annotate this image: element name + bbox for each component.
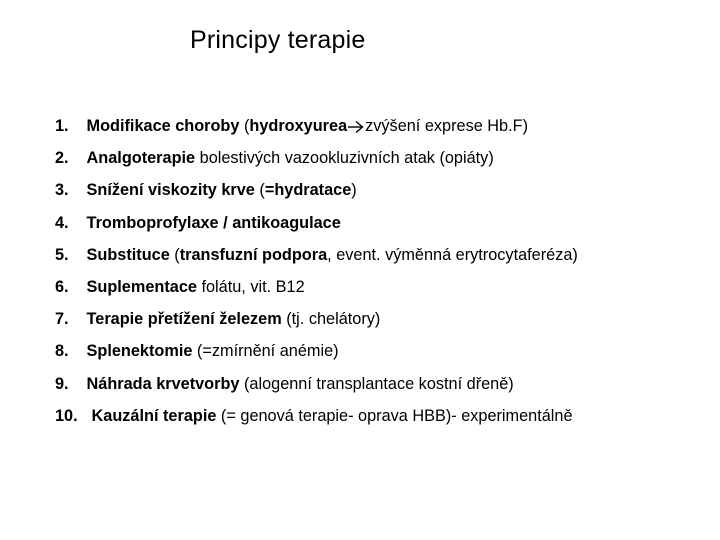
- item-number: 2.: [55, 149, 69, 168]
- list-item: [55, 277, 715, 309]
- item-heading: Splenektomie: [86, 342, 193, 361]
- item-text: (: [254, 181, 265, 200]
- list-item: [55, 148, 715, 180]
- item-text: , event. výměnná erytrocytaferéza): [327, 245, 578, 264]
- item-text: (alogenní transplantace kostní dřeně): [239, 374, 514, 393]
- slide-title: Principy terapie: [190, 26, 366, 54]
- item-text: (=zmírnění anémie): [192, 342, 339, 361]
- item-emphasis: hydroxyurea: [249, 117, 348, 135]
- item-heading: Snížení viskozity krve: [86, 181, 255, 200]
- item-text: (tj. chelátory): [281, 310, 381, 329]
- item-text: (: [239, 117, 250, 135]
- item-number: 6.: [55, 277, 69, 296]
- item-emphasis: transfuzní podpora: [179, 245, 328, 264]
- list-item: [55, 213, 715, 245]
- item-text: bolestivých vazookluzivních atak (opiáty): [195, 149, 494, 168]
- list-item: [55, 406, 715, 438]
- item-text: zvýšení exprese Hb.F): [365, 117, 528, 135]
- item-heading: Terapie přetížení železem: [86, 310, 282, 329]
- item-heading: Analgoterapie: [86, 149, 196, 168]
- list-item: [55, 180, 715, 212]
- item-emphasis: =hydratace: [264, 181, 352, 200]
- item-number: 10.: [55, 406, 78, 425]
- list-item: [55, 309, 715, 341]
- list-item: [55, 341, 715, 373]
- item-heading: Suplementace: [86, 277, 197, 296]
- item-number: 7.: [55, 310, 69, 329]
- item-text: ): [351, 181, 357, 200]
- list-item: [55, 116, 715, 148]
- item-number: 8.: [55, 342, 69, 361]
- arrow-right-icon: [348, 119, 364, 139]
- item-text: (: [169, 245, 180, 264]
- item-number: 4.: [55, 213, 69, 232]
- list-item: [55, 374, 715, 406]
- item-text: (= genová terapie- oprava HBB)- experimentálně: [216, 406, 573, 425]
- therapy-list: [55, 116, 715, 438]
- item-text: folátu, vit. B12: [196, 277, 305, 296]
- item-number: 1.: [55, 117, 69, 135]
- item-number: 5.: [55, 245, 69, 264]
- item-heading: Substituce: [86, 245, 170, 264]
- item-number: 3.: [55, 181, 69, 200]
- item-heading: Modifikace choroby: [86, 117, 240, 135]
- item-heading: Tromboprofylaxe / antikoagulace: [86, 213, 341, 232]
- item-heading: Kauzální terapie: [91, 406, 217, 425]
- list-item: [55, 245, 715, 277]
- item-heading: Náhrada krvetvorby: [86, 374, 240, 393]
- item-number: 9.: [55, 374, 69, 393]
